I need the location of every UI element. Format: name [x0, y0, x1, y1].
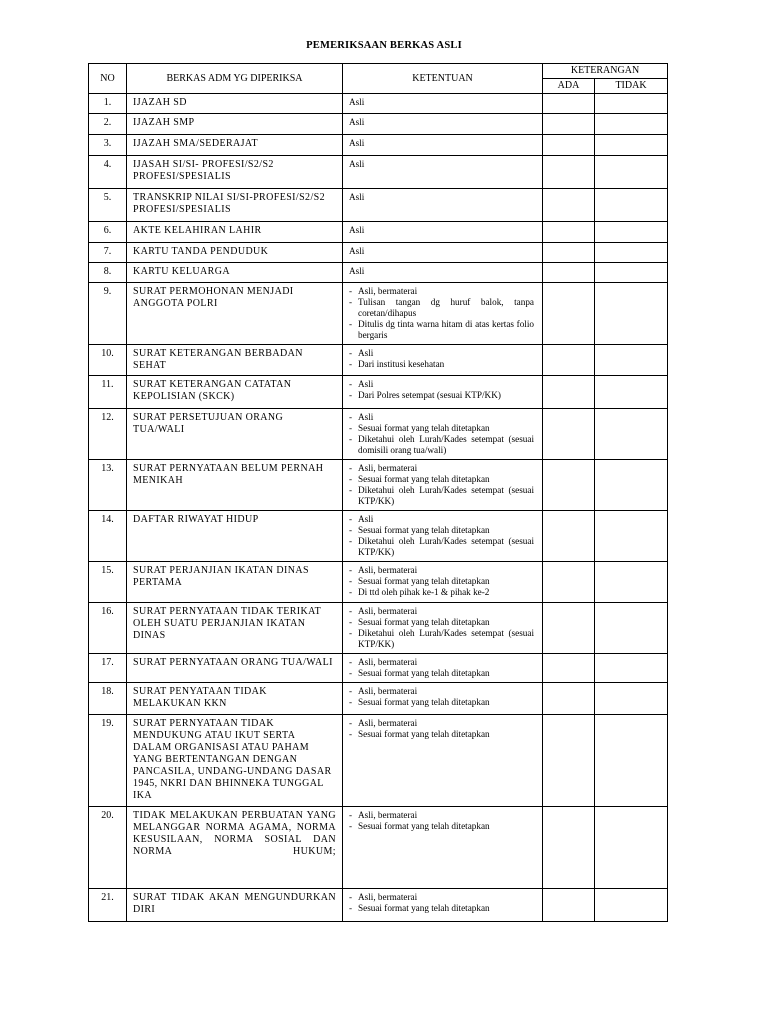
- requirement-item: Asli: [349, 192, 365, 202]
- tidak-checkbox-cell[interactable]: [595, 243, 668, 263]
- requirement-cell: [343, 683, 543, 715]
- tidak-checkbox-cell[interactable]: [595, 409, 668, 460]
- requirement-list: [348, 514, 534, 558]
- row-number: 14.: [89, 511, 127, 562]
- requirement-item: - Sesuai format yang telah ditetapkan: [348, 423, 534, 434]
- tidak-checkbox-cell[interactable]: [595, 603, 668, 654]
- ada-checkbox-cell[interactable]: [543, 114, 595, 135]
- requirement-cell: [343, 715, 543, 807]
- document-name: IJAZAH SMA/SEDERAJAT: [127, 135, 343, 156]
- row-number: 12.: [89, 409, 127, 460]
- tidak-checkbox-cell[interactable]: [595, 156, 668, 189]
- ada-checkbox-cell[interactable]: [543, 376, 595, 409]
- tidak-checkbox-cell[interactable]: [595, 807, 668, 889]
- requirement-item: - Diketahui oleh Lurah/Kades setempat (sesuai domisili orang tua/wali): [348, 434, 534, 456]
- header-ketentuan: KETENTUAN: [343, 64, 543, 94]
- table-row: [89, 715, 668, 807]
- document-name: IJAZAH SD: [127, 94, 343, 114]
- tidak-checkbox-cell[interactable]: [595, 94, 668, 114]
- requirement-list: [348, 565, 534, 598]
- requirement-item: - Dari institusi kesehatan: [348, 359, 534, 370]
- row-number: 17.: [89, 654, 127, 683]
- table-row: [89, 654, 668, 683]
- requirement-item: - Ditulis dg tinta warna hitam di atas kertas folio bergaris: [348, 319, 534, 341]
- requirement-item: - Diketahui oleh Lurah/Kades setempat (sesuai KTP/KK): [348, 536, 534, 558]
- table-row: [89, 345, 668, 376]
- table-row: [89, 114, 668, 135]
- document-title: PEMERIKSAAN BERKAS ASLI: [306, 40, 462, 51]
- requirement-item: - Sesuai format yang telah ditetapkan: [348, 697, 534, 708]
- requirement-cell: [343, 243, 543, 263]
- requirement-item: - Diketahui oleh Lurah/Kades setempat (sesuai KTP/KK): [348, 485, 534, 507]
- requirement-item: - Di ttd oleh pihak ke-1 & pihak ke-2: [348, 587, 534, 598]
- document-name: SURAT PERNYATAAN ORANG TUA/WALI: [127, 654, 343, 683]
- document-name: SURAT PERSETUJUAN ORANG TUA/WALI: [127, 409, 343, 460]
- requirement-item: - Dari Polres setempat (sesuai KTP/KK): [348, 390, 534, 401]
- requirement-item: - Sesuai format yang telah ditetapkan: [348, 903, 534, 914]
- header-berkas: BERKAS ADM YG DIPERIKSA: [127, 64, 343, 94]
- document-name: SURAT KETERANGAN BERBADAN SEHAT: [127, 345, 343, 376]
- requirement-item: - Asli, bermaterai: [348, 657, 534, 668]
- requirement-cell: [343, 114, 543, 135]
- table-row: [89, 94, 668, 114]
- header-tidak: TIDAK: [595, 79, 668, 94]
- requirement-item: - Sesuai format yang telah ditetapkan: [348, 668, 534, 679]
- requirement-list: [348, 286, 534, 341]
- table-row: [89, 562, 668, 603]
- requirement-list: [348, 348, 534, 370]
- requirement-item: - Sesuai format yang telah ditetapkan: [348, 525, 534, 536]
- ada-checkbox-cell[interactable]: [543, 283, 595, 345]
- document-name: AKTE KELAHIRAN LAHIR: [127, 222, 343, 243]
- requirement-item: Asli: [349, 138, 365, 148]
- document-name: SURAT PERJANJIAN IKATAN DINAS PERTAMA: [127, 562, 343, 603]
- table-row: [89, 189, 668, 222]
- row-number: 4.: [89, 156, 127, 189]
- requirement-list: [348, 606, 534, 650]
- table-row: [89, 263, 668, 283]
- ada-checkbox-cell[interactable]: [543, 562, 595, 603]
- ada-checkbox-cell[interactable]: [543, 889, 595, 922]
- tidak-checkbox-cell[interactable]: [595, 135, 668, 156]
- requirement-cell: [343, 376, 543, 409]
- table-row: [89, 511, 668, 562]
- ada-checkbox-cell[interactable]: [543, 409, 595, 460]
- document-name: SURAT KETERANGAN CATATAN KEPOLISIAN (SKCK): [127, 376, 343, 409]
- requirement-cell: [343, 889, 543, 922]
- requirement-item: - Sesuai format yang telah ditetapkan: [348, 821, 534, 832]
- row-number: 21.: [89, 889, 127, 922]
- table-row: [89, 603, 668, 654]
- header-ada: ADA: [543, 79, 595, 94]
- table-row: [89, 243, 668, 263]
- document-name: DAFTAR RIWAYAT HIDUP: [127, 511, 343, 562]
- row-number: 20.: [89, 807, 127, 889]
- requirement-item: - Asli: [348, 379, 534, 390]
- tidak-checkbox-cell[interactable]: [595, 511, 668, 562]
- document-name: SURAT PERNYATAAN BELUM PERNAH MENIKAH: [127, 460, 343, 511]
- ada-checkbox-cell[interactable]: [543, 189, 595, 222]
- requirement-cell: [343, 156, 543, 189]
- table-row: [89, 283, 668, 345]
- row-number: 19.: [89, 715, 127, 807]
- row-number: 8.: [89, 263, 127, 283]
- row-number: 11.: [89, 376, 127, 409]
- requirement-item: - Asli, bermaterai: [348, 286, 534, 297]
- header-keterangan: KETERANGAN: [543, 64, 668, 79]
- row-number: 2.: [89, 114, 127, 135]
- requirement-list: [348, 810, 534, 832]
- requirement-item: Asli: [349, 117, 365, 127]
- document-name: KARTU TANDA PENDUDUK: [127, 243, 343, 263]
- ada-checkbox-cell[interactable]: [543, 135, 595, 156]
- document-name: IJAZAH SMP: [127, 114, 343, 135]
- requirement-item: Asli: [349, 266, 365, 276]
- requirement-list: [348, 412, 534, 456]
- ada-checkbox-cell[interactable]: [543, 222, 595, 243]
- requirement-cell: [343, 345, 543, 376]
- row-number: 18.: [89, 683, 127, 715]
- requirement-item: - Sesuai format yang telah ditetapkan: [348, 617, 534, 628]
- requirement-item: - Asli, bermaterai: [348, 810, 534, 821]
- table-row: [89, 135, 668, 156]
- document-name: SURAT PERNYATAAN TIDAK TERIKAT OLEH SUATU PERJANJIAN IKATAN DINAS: [127, 603, 343, 654]
- document-name: KARTU KELUARGA: [127, 263, 343, 283]
- ada-checkbox-cell[interactable]: [543, 654, 595, 683]
- table-row: [89, 889, 668, 922]
- ada-checkbox-cell[interactable]: [543, 715, 595, 807]
- requirement-item: - Tulisan tangan dg huruf balok, tanpa coretan/dihapus: [348, 297, 534, 319]
- table-row: [89, 683, 668, 715]
- row-number: 10.: [89, 345, 127, 376]
- requirement-list: [348, 657, 534, 679]
- requirement-item: Asli: [349, 97, 365, 107]
- header-no: NO: [89, 64, 127, 94]
- tidak-checkbox-cell[interactable]: [595, 345, 668, 376]
- requirement-cell: [343, 189, 543, 222]
- requirement-item: Asli: [349, 225, 365, 235]
- ada-checkbox-cell[interactable]: [543, 263, 595, 283]
- table-row: [89, 376, 668, 409]
- table-row: [89, 460, 668, 511]
- row-number: 7.: [89, 243, 127, 263]
- requirement-list: [348, 892, 534, 914]
- tidak-checkbox-cell[interactable]: [595, 114, 668, 135]
- tidak-checkbox-cell[interactable]: [595, 889, 668, 922]
- requirement-list: [348, 718, 534, 740]
- document-name: SURAT PENYATAAN TIDAK MELAKUKAN KKN: [127, 683, 343, 715]
- document-name: SURAT TIDAK AKAN MENGUNDURKAN DIRI: [127, 889, 343, 922]
- document-name: IJASAH SI/SI- PROFESI/S2/S2 PROFESI/SPESIALIS: [127, 156, 343, 189]
- requirement-item: - Asli, bermaterai: [348, 892, 534, 903]
- requirement-cell: [343, 603, 543, 654]
- table-row: [89, 222, 668, 243]
- document-name: SURAT PERNYATAAN TIDAK MENDUKUNG ATAU IKUT SERTA DALAM ORGANISASI ATAU PAHAM YANG BERTENTANGAN DENGAN PANCASILA, UNDANG-UNDANG DASAR 1945, NKRI DAN BHINNEKA TUNGGAL IKA: [127, 715, 343, 807]
- document-name: TIDAK MELAKUKAN PERBUATAN YANG MELANGGAR NORMA AGAMA, NORMA KESUSILAAN, NORMA SOSIAL DAN NORMA HUKUM;: [127, 807, 343, 889]
- tidak-checkbox-cell[interactable]: [595, 654, 668, 683]
- requirement-item: - Asli, bermaterai: [348, 606, 534, 617]
- requirement-item: - Asli, bermaterai: [348, 686, 534, 697]
- tidak-checkbox-cell[interactable]: [595, 189, 668, 222]
- table-row: [89, 409, 668, 460]
- requirement-item: - Sesuai format yang telah ditetapkan: [348, 576, 534, 587]
- requirement-item: - Diketahui oleh Lurah/Kades setempat (sesuai KTP/KK): [348, 628, 534, 650]
- requirement-item: - Sesuai format yang telah ditetapkan: [348, 474, 534, 485]
- ada-checkbox-cell[interactable]: [543, 94, 595, 114]
- row-number: 6.: [89, 222, 127, 243]
- requirement-item: - Asli: [348, 412, 534, 423]
- tidak-checkbox-cell[interactable]: [595, 460, 668, 511]
- document-name: SURAT PERMOHONAN MENJADI ANGGOTA POLRI: [127, 283, 343, 345]
- tidak-checkbox-cell[interactable]: [595, 222, 668, 243]
- tidak-checkbox-cell[interactable]: [595, 683, 668, 715]
- tidak-checkbox-cell[interactable]: [595, 715, 668, 807]
- tidak-checkbox-cell[interactable]: [595, 562, 668, 603]
- requirement-cell: [343, 562, 543, 603]
- row-number: 1.: [89, 94, 127, 114]
- requirement-item: - Asli, bermaterai: [348, 463, 534, 474]
- requirement-list: [348, 379, 534, 401]
- document-name: TRANSKRIP NILAI SI/SI-PROFESI/S2/S2 PROFESI/SPESIALIS: [127, 189, 343, 222]
- row-number: 3.: [89, 135, 127, 156]
- requirement-cell: [343, 654, 543, 683]
- row-number: 5.: [89, 189, 127, 222]
- requirement-cell: [343, 511, 543, 562]
- requirement-list: [348, 463, 534, 507]
- requirement-cell: [343, 135, 543, 156]
- ada-checkbox-cell[interactable]: [543, 460, 595, 511]
- requirement-item: - Asli: [348, 348, 534, 359]
- requirement-list: [348, 686, 534, 708]
- table-row: [89, 807, 668, 889]
- tidak-checkbox-cell[interactable]: [595, 263, 668, 283]
- requirement-cell: [343, 283, 543, 345]
- requirement-item: - Asli: [348, 514, 534, 525]
- requirement-item: - Asli, bermaterai: [348, 718, 534, 729]
- document-check-table: [88, 63, 668, 922]
- ada-checkbox-cell[interactable]: [543, 243, 595, 263]
- requirement-cell: [343, 94, 543, 114]
- row-number: 15.: [89, 562, 127, 603]
- requirement-cell: [343, 222, 543, 243]
- ada-checkbox-cell[interactable]: [543, 511, 595, 562]
- table-row: [89, 156, 668, 189]
- ada-checkbox-cell[interactable]: [543, 683, 595, 715]
- row-number: 9.: [89, 283, 127, 345]
- tidak-checkbox-cell[interactable]: [595, 376, 668, 409]
- requirement-cell: [343, 409, 543, 460]
- requirement-item: - Sesuai format yang telah ditetapkan: [348, 729, 534, 740]
- requirement-cell: [343, 263, 543, 283]
- ada-checkbox-cell[interactable]: [543, 156, 595, 189]
- requirement-item: Asli: [349, 159, 365, 169]
- row-number: 13.: [89, 460, 127, 511]
- requirement-cell: [343, 460, 543, 511]
- requirement-item: Asli: [349, 246, 365, 256]
- ada-checkbox-cell[interactable]: [543, 345, 595, 376]
- ada-checkbox-cell[interactable]: [543, 807, 595, 889]
- row-number: 16.: [89, 603, 127, 654]
- requirement-item: - Asli, bermaterai: [348, 565, 534, 576]
- ada-checkbox-cell[interactable]: [543, 603, 595, 654]
- tidak-checkbox-cell[interactable]: [595, 283, 668, 345]
- requirement-cell: [343, 807, 543, 889]
